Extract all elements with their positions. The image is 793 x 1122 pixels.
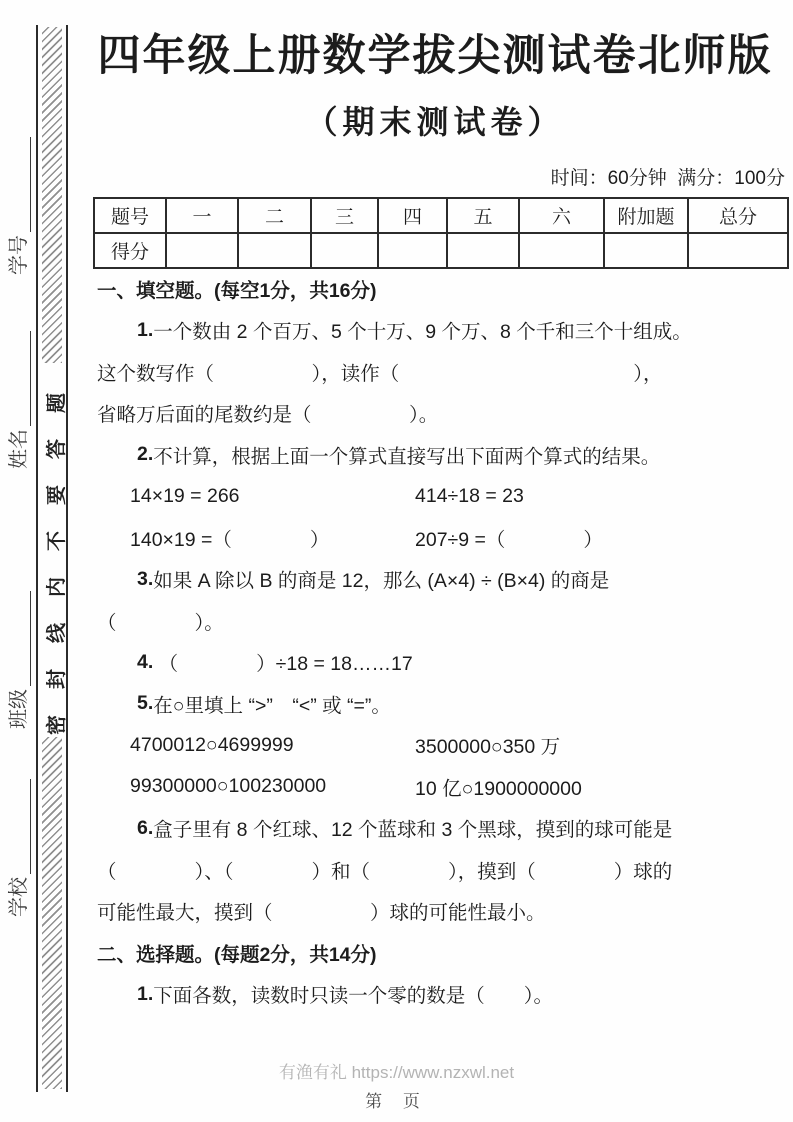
content-line: [97, 891, 787, 933]
content-line: [97, 310, 787, 352]
content-line: [97, 517, 787, 559]
margin-blank-line: [15, 331, 31, 426]
margin-label-text: 学号: [8, 235, 30, 275]
question-number: 4.: [137, 650, 154, 673]
table-header-cell: 五: [447, 198, 519, 233]
table-header-cell: 三: [311, 198, 378, 233]
footer-page-number: 第 页: [365, 1092, 428, 1111]
question-number: 1.: [137, 982, 154, 1005]
line-text: 在○里填上 “>” “<” 或 “=”。: [153, 694, 391, 717]
question-number: 5.: [137, 692, 154, 715]
line-text-col2: 414÷18 = 23: [415, 484, 524, 507]
score-cell: [166, 233, 238, 268]
line-text: 99300000○100230000: [130, 775, 327, 798]
line-text: 省略万后面的尾数约是（ ）。: [97, 404, 439, 427]
content-line: [97, 808, 787, 850]
score-cell: [378, 233, 447, 268]
line-text: 下面各数，读数时只读一个零的数是（ ）。: [153, 985, 554, 1008]
score-row-label: 得分: [94, 233, 166, 268]
page-title: 四年级上册数学拔尖测试卷北师版: [97, 32, 773, 80]
line-text: 如果 A 除以 B 的商是 12，那么 (A×4) ÷ (B×4) 的商是: [153, 570, 610, 593]
content-line: [97, 766, 787, 808]
content-line: [97, 642, 787, 684]
margin-label-name: [9, 320, 31, 480]
score-table-header-row: [94, 198, 788, 233]
content-line: [97, 683, 787, 725]
score-cell: [604, 233, 688, 268]
table-header-cell: 题号: [94, 198, 166, 233]
line-text: 4700012○4699999: [130, 733, 294, 756]
question-number: 2.: [137, 443, 154, 466]
margin-blank-line: [15, 591, 31, 686]
exam-meta: 时间：60分钟 满分：100分: [550, 168, 785, 189]
content-line: [97, 434, 787, 476]
section-heading: [97, 932, 787, 974]
table-header-cell: 六: [519, 198, 604, 233]
page-subtitle: （期末测试卷）: [305, 104, 565, 140]
table-header-cell: 一: [166, 198, 238, 233]
line-text: 可能性最大，摸到（ ）球的可能性最小。: [97, 902, 546, 925]
line-text: 不计算，根据上面一个算式直接写出下面两个算式的结果。: [153, 445, 661, 468]
line-text: 140×19 =（ ）: [130, 528, 330, 551]
line-text-col2: 207÷9 =（ ）: [415, 528, 603, 551]
score-cell: [311, 233, 378, 268]
line-text: （ ）、（ ）和（ ），摸到（ ）球的: [97, 860, 673, 883]
margin-blank-line: [15, 137, 31, 232]
score-cell: [688, 233, 788, 268]
line-text: 一个数由 2 个百万、5 个十万、9 个万、8 个千和三个十组成。: [153, 321, 692, 344]
content-line: [97, 600, 787, 642]
seal-hatch-bottom: [42, 737, 62, 1089]
score-cell: [238, 233, 311, 268]
question-number: 3.: [137, 567, 154, 590]
content-line: [97, 974, 787, 1016]
margin-label-text: 学校: [8, 877, 30, 917]
content-line: [97, 849, 787, 891]
section-heading: [97, 268, 787, 310]
score-table-score-row: [94, 233, 788, 268]
line-text: （ ）。: [97, 611, 224, 634]
content-area: [97, 268, 787, 1015]
margin-label-school: [9, 768, 31, 928]
footer-watermark: 有渔有礼 https://www.nzxwl.net: [278, 1063, 515, 1082]
table-header-cell: 总分: [688, 198, 788, 233]
question-number: 6.: [137, 816, 154, 839]
line-text-col2: 10 亿○1900000000: [415, 777, 582, 800]
margin-label-text: 姓名: [8, 429, 30, 469]
line-text: 这个数写作（ ），读作（ ），: [97, 362, 663, 385]
table-header-cell: 附加题: [604, 198, 688, 233]
margin-blank-line: [15, 779, 31, 874]
line-text: 14×19 = 266: [130, 484, 240, 507]
content-line: [97, 559, 787, 601]
line-text: 盒子里有 8 个红球、12 个蓝球和 3 个黑球，摸到的球可能是: [153, 819, 673, 842]
line-text-col2: 3500000○350 万: [415, 736, 561, 759]
question-number: 1.: [137, 318, 154, 341]
table-header-cell: 四: [378, 198, 447, 233]
content-line: [97, 476, 787, 518]
seal-hatch-top: [42, 27, 62, 363]
seal-line-text: 密封线内不要答题: [46, 367, 68, 735]
score-cell: [519, 233, 604, 268]
line-text: 一、填空题。(每空1分，共16分): [97, 279, 377, 302]
score-cell: [447, 233, 519, 268]
table-header-cell: 二: [238, 198, 311, 233]
margin-label-student-number: [9, 126, 31, 286]
content-line: [97, 725, 787, 767]
line-text: （ ）÷18 = 18……17: [153, 653, 413, 676]
line-text: 二、选择题。(每题2分，共14分): [97, 943, 377, 966]
content-line: [97, 351, 787, 393]
score-table: [93, 197, 789, 269]
content-line: [97, 393, 787, 435]
margin-label-class: [9, 580, 31, 740]
margin-label-text: 班级: [8, 689, 30, 729]
